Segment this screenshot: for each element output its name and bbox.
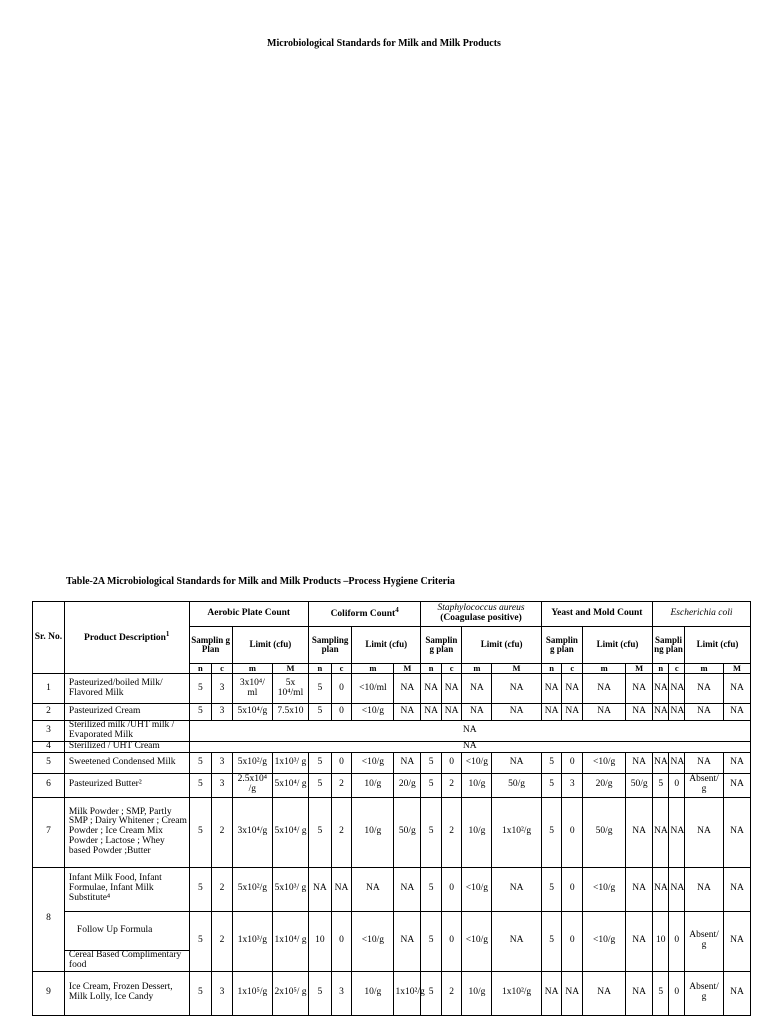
- table-row: [33, 741, 751, 752]
- value-cell: 10: [653, 911, 669, 971]
- header-m-lower: m: [232, 664, 272, 674]
- header-aerobic-plate-count: Aerobic Plate Count: [189, 602, 308, 627]
- product-cell: Pasteurized/boiled Milk/ Flavored Milk: [64, 674, 189, 704]
- subheader-limit: Limit (cfu): [352, 627, 421, 664]
- value-cell: 5x 10⁴/ml: [272, 674, 308, 704]
- value-cell: NA: [352, 867, 394, 911]
- value-cell: NA: [724, 773, 751, 797]
- sr-no-cell: 8: [33, 867, 65, 971]
- value-cell: 0: [331, 911, 352, 971]
- header-c: c: [212, 664, 233, 674]
- subheader-limit: Limit (cfu): [684, 627, 750, 664]
- value-cell: NA: [309, 867, 332, 911]
- value-cell: 5: [421, 971, 442, 1015]
- product-cell: Sterilized milk /UHT milk / Evaporated Milk: [64, 721, 189, 742]
- header-n: n: [189, 664, 212, 674]
- value-cell: NA: [394, 752, 421, 773]
- value-cell: NA: [653, 674, 669, 704]
- header-coliform-count: Coliform Count$^4$: [309, 602, 421, 627]
- value-cell: 50/g: [583, 797, 626, 867]
- value-cell: 5: [309, 971, 332, 1015]
- value-cell: NA: [331, 867, 352, 911]
- value-cell: 0: [441, 911, 462, 971]
- value-cell: NA: [492, 752, 541, 773]
- value-cell: 1x10²/g: [492, 971, 541, 1015]
- value-cell: NA: [421, 674, 442, 704]
- header-yeast-mold: Yeast and Mold Count: [541, 602, 652, 627]
- value-cell: <10/g: [352, 704, 394, 721]
- product-cell: Sweetened Condensed Milk: [64, 752, 189, 773]
- value-cell: 2: [212, 911, 233, 971]
- value-cell: NA: [562, 971, 583, 1015]
- sr-no-cell: 1: [33, 674, 65, 704]
- subheader-limit: Limit (cfu): [232, 627, 308, 664]
- value-cell: 5: [421, 867, 442, 911]
- value-cell: 5: [189, 797, 212, 867]
- value-cell: 5: [309, 752, 332, 773]
- product-cell: Milk Powder ; SMP, Partly SMP ; Dairy Whitener ; Cream Powder ; Ice Cream Mix Powder ; Lactose ; Whey based Powder ;Butter: [64, 797, 189, 867]
- value-cell: 10/g: [462, 971, 492, 1015]
- value-cell: 5: [309, 773, 332, 797]
- value-cell: 0: [331, 704, 352, 721]
- value-cell: 20/g: [394, 773, 421, 797]
- value-cell: 5: [421, 911, 442, 971]
- value-cell: 3x10⁴/ ml: [232, 674, 272, 704]
- value-cell: 3: [212, 773, 233, 797]
- value-cell: <10/g: [352, 752, 394, 773]
- value-cell: NA: [541, 971, 562, 1015]
- value-cell: 1x10³/g: [232, 911, 272, 971]
- value-cell: NA: [626, 752, 653, 773]
- header-m-lower: m: [583, 664, 626, 674]
- value-cell: 5: [541, 911, 562, 971]
- header-m-lower: m: [462, 664, 492, 674]
- value-cell: 3: [212, 674, 233, 704]
- page-title: Microbiological Standards for Milk and Milk Products: [267, 38, 501, 49]
- na-cell: NA: [189, 741, 750, 752]
- value-cell: 3: [212, 752, 233, 773]
- table-row: [33, 971, 751, 1015]
- value-cell: 5: [653, 971, 669, 1015]
- value-cell: NA: [492, 704, 541, 721]
- header-m-lower: m: [352, 664, 394, 674]
- value-cell: 5: [421, 773, 442, 797]
- value-cell: 5: [189, 704, 212, 721]
- value-cell: NA: [684, 797, 723, 867]
- value-cell: <10/g: [462, 867, 492, 911]
- header-product-description: Product Description$^1$: [64, 602, 189, 674]
- value-cell: NA: [583, 704, 626, 721]
- value-cell: 10: [309, 911, 332, 971]
- value-cell: 5: [189, 971, 212, 1015]
- value-cell: 10/g: [352, 773, 394, 797]
- value-cell: NA: [583, 674, 626, 704]
- value-cell: NA: [669, 752, 684, 773]
- value-cell: NA: [492, 911, 541, 971]
- value-cell: 5: [189, 773, 212, 797]
- header-escherichia-coli: Escherichia coli: [653, 602, 751, 627]
- cereal-based-label: Cereal Based Complimentary food: [68, 949, 182, 970]
- na-cell: NA: [189, 721, 750, 742]
- header-c: c: [331, 664, 352, 674]
- value-cell: <10/g: [583, 867, 626, 911]
- value-cell: 3: [562, 773, 583, 797]
- value-cell: 2.5x10⁴ /g: [232, 773, 272, 797]
- value-cell: NA: [562, 674, 583, 704]
- subheader-sampling-plan: Sampli ng plan: [653, 627, 685, 664]
- value-cell: NA: [441, 704, 462, 721]
- value-cell: NA: [583, 971, 626, 1015]
- value-cell: 0: [669, 773, 684, 797]
- value-cell: 20/g: [583, 773, 626, 797]
- value-cell: NA: [394, 867, 421, 911]
- header-n: n: [541, 664, 562, 674]
- header-m-upper: M: [394, 664, 421, 674]
- value-cell: 5: [421, 752, 442, 773]
- value-cell: NA: [724, 911, 751, 971]
- header-m-upper: M: [492, 664, 541, 674]
- product-cell: [64, 911, 189, 971]
- value-cell: 7.5x10: [272, 704, 308, 721]
- standards-table: [32, 601, 751, 1016]
- value-cell: 10/g: [352, 971, 394, 1015]
- value-cell: NA: [541, 674, 562, 704]
- value-cell: NA: [684, 704, 723, 721]
- header-staphylococcus: Staphylococcus aureus (Coagulase positive): [421, 602, 542, 627]
- subheader-limit: Limit (cfu): [462, 627, 541, 664]
- table-row: [33, 674, 751, 704]
- value-cell: 5: [541, 867, 562, 911]
- subheader-sampling-plan: Samplin g Plan: [189, 627, 232, 664]
- table-row: [33, 773, 751, 797]
- value-cell: Absent/ g: [684, 911, 723, 971]
- value-cell: NA: [684, 867, 723, 911]
- value-cell: NA: [653, 867, 669, 911]
- value-cell: NA: [626, 911, 653, 971]
- value-cell: 10/g: [352, 797, 394, 867]
- value-cell: NA: [626, 971, 653, 1015]
- value-cell: NA: [669, 704, 684, 721]
- value-cell: 1x10⁵/g: [232, 971, 272, 1015]
- value-cell: 2: [331, 773, 352, 797]
- subheader-limit: Limit (cfu): [583, 627, 653, 664]
- value-cell: NA: [653, 752, 669, 773]
- value-cell: 2: [212, 867, 233, 911]
- table-row: [33, 797, 751, 867]
- value-cell: 5: [421, 797, 442, 867]
- table-title: Table-2A Microbiological Standards for Milk and Milk Products –Process Hygiene Criteria: [66, 576, 455, 587]
- value-cell: 5: [653, 773, 669, 797]
- value-cell: 50/g: [394, 797, 421, 867]
- value-cell: <10/ml: [352, 674, 394, 704]
- header-n: n: [421, 664, 442, 674]
- value-cell: NA: [724, 704, 751, 721]
- header-n: n: [653, 664, 669, 674]
- header-c: c: [669, 664, 684, 674]
- value-cell: 50/g: [626, 773, 653, 797]
- value-cell: <10/g: [462, 752, 492, 773]
- value-cell: NA: [653, 704, 669, 721]
- value-cell: NA: [492, 867, 541, 911]
- sr-no-cell: 7: [33, 797, 65, 867]
- product-cell: Ice Cream, Frozen Dessert, Milk Lolly, Ice Candy: [64, 971, 189, 1015]
- table-row: [33, 911, 751, 971]
- value-cell: 5: [541, 773, 562, 797]
- value-cell: 0: [331, 674, 352, 704]
- value-cell: 0: [441, 752, 462, 773]
- value-cell: NA: [669, 674, 684, 704]
- value-cell: NA: [669, 797, 684, 867]
- value-cell: NA: [462, 704, 492, 721]
- header-c: c: [562, 664, 583, 674]
- header-m-lower: m: [684, 664, 723, 674]
- product-cell: Infant Milk Food, Infant Formulae, Infant Milk Substitute⁴: [64, 867, 189, 911]
- header-m-upper: M: [626, 664, 653, 674]
- table-row: [33, 867, 751, 911]
- value-cell: <10/g: [583, 911, 626, 971]
- value-cell: 0: [562, 752, 583, 773]
- value-cell: 0: [669, 971, 684, 1015]
- value-cell: NA: [626, 704, 653, 721]
- value-cell: NA: [562, 704, 583, 721]
- header-sr-no: Sr. No.: [33, 602, 65, 674]
- value-cell: 3x10⁴/g: [232, 797, 272, 867]
- value-cell: 2: [441, 797, 462, 867]
- table-row: [33, 721, 751, 742]
- value-cell: NA: [626, 797, 653, 867]
- follow-up-formula-label: Follow Up Formula: [65, 912, 189, 951]
- value-cell: 0: [562, 911, 583, 971]
- header-c: c: [441, 664, 462, 674]
- value-cell: 2: [441, 773, 462, 797]
- table-row: [33, 752, 751, 773]
- value-cell: 1x10⁴/ g: [272, 911, 308, 971]
- value-cell: 50/g: [492, 773, 541, 797]
- value-cell: 5: [189, 911, 212, 971]
- value-cell: Absent/ g: [684, 971, 723, 1015]
- value-cell: NA: [669, 867, 684, 911]
- value-cell: 2x10⁵/ g: [272, 971, 308, 1015]
- value-cell: 5: [541, 797, 562, 867]
- subheader-sampling-plan: Samplin g plan: [421, 627, 462, 664]
- header-m-upper: M: [272, 664, 308, 674]
- value-cell: 5x10⁴/ g: [272, 773, 308, 797]
- value-cell: NA: [394, 704, 421, 721]
- value-cell: NA: [421, 704, 442, 721]
- value-cell: 0: [331, 752, 352, 773]
- value-cell: 10/g: [462, 797, 492, 867]
- value-cell: NA: [724, 674, 751, 704]
- value-cell: 0: [441, 867, 462, 911]
- sr-no-cell: 3: [33, 721, 65, 742]
- value-cell: 5: [541, 752, 562, 773]
- sr-no-cell: 9: [33, 971, 65, 1015]
- table-row: [33, 704, 751, 721]
- value-cell: NA: [462, 674, 492, 704]
- header-n: n: [309, 664, 332, 674]
- value-cell: NA: [724, 867, 751, 911]
- value-cell: 5x10²/g: [232, 867, 272, 911]
- value-cell: NA: [724, 971, 751, 1015]
- group-header-row: [33, 602, 751, 627]
- value-cell: 0: [669, 911, 684, 971]
- value-cell: NA: [394, 911, 421, 971]
- value-cell: NA: [684, 674, 723, 704]
- sr-no-cell: 2: [33, 704, 65, 721]
- value-cell: 3: [331, 971, 352, 1015]
- value-cell: 1x10²/g: [492, 797, 541, 867]
- header-m-upper: M: [724, 664, 751, 674]
- sr-no-cell: 6: [33, 773, 65, 797]
- product-cell: Sterilized / UHT Cream: [64, 741, 189, 752]
- value-cell: 0: [562, 797, 583, 867]
- value-cell: 3: [212, 971, 233, 1015]
- value-cell: <10/g: [583, 752, 626, 773]
- value-cell: 2: [331, 797, 352, 867]
- value-cell: 5: [309, 704, 332, 721]
- value-cell: NA: [653, 797, 669, 867]
- value-cell: NA: [441, 674, 462, 704]
- value-cell: NA: [492, 674, 541, 704]
- value-cell: NA: [724, 752, 751, 773]
- sr-no-cell: 5: [33, 752, 65, 773]
- value-cell: Absent/ g: [684, 773, 723, 797]
- product-cell: Pasteurized Cream: [64, 704, 189, 721]
- subheader-sampling-plan: Samplin g plan: [541, 627, 582, 664]
- value-cell: 5: [309, 674, 332, 704]
- value-cell: 5x10⁴/g: [232, 704, 272, 721]
- value-cell: 2: [212, 797, 233, 867]
- value-cell: 3: [212, 704, 233, 721]
- subheader-sampling-plan: Sampling plan: [309, 627, 352, 664]
- value-cell: NA: [684, 752, 723, 773]
- sr-no-cell: 4: [33, 741, 65, 752]
- value-cell: <10/g: [352, 911, 394, 971]
- product-cell: Pasteurized Butter²: [64, 773, 189, 797]
- value-cell: 5x10²/g: [232, 752, 272, 773]
- value-cell: 5x10³/ g: [272, 867, 308, 911]
- value-cell: NA: [626, 674, 653, 704]
- value-cell: 5: [189, 752, 212, 773]
- value-cell: 10/g: [462, 773, 492, 797]
- value-cell: 2: [441, 971, 462, 1015]
- value-cell: 5: [189, 674, 212, 704]
- value-cell: 1x10³/ g: [272, 752, 308, 773]
- value-cell: 5: [309, 797, 332, 867]
- value-cell: NA: [724, 797, 751, 867]
- value-cell: NA: [626, 867, 653, 911]
- value-cell: NA: [394, 674, 421, 704]
- value-cell: 5x10⁴/ g: [272, 797, 308, 867]
- value-cell: NA: [541, 704, 562, 721]
- value-cell: <10/g: [462, 911, 492, 971]
- value-cell: 5: [189, 867, 212, 911]
- value-cell: 0: [562, 867, 583, 911]
- value-cell: 1x10²/g: [394, 971, 421, 1015]
